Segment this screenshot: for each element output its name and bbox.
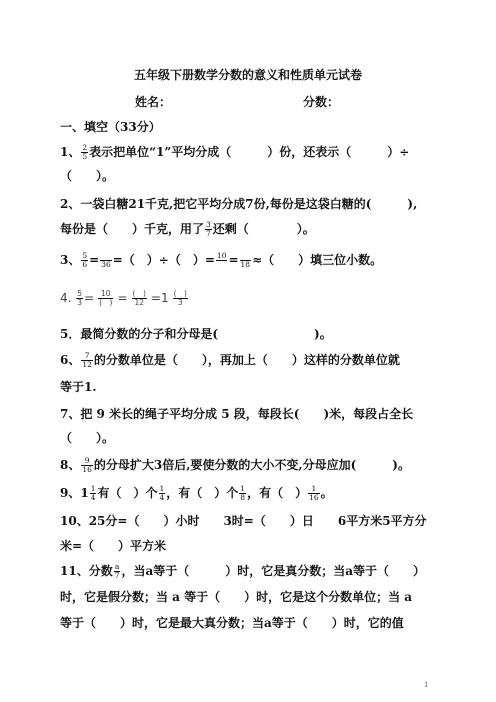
fraction: 18: [240, 252, 252, 269]
fraction: $\frac{5}{3}$: [77, 289, 83, 307]
fraction: 10: [216, 251, 227, 260]
fraction: $\frac{a}{7}$: [114, 562, 120, 580]
fraction: ( ) 12: [132, 289, 146, 307]
fraction: $\frac{1}{16}$: [309, 484, 319, 502]
fraction: $\frac{1}{4}$: [159, 484, 165, 502]
question-11: 11、分数 $\frac{a}{7}$ ，当a等于（ ）时，它是真分数；当a等于（ ）: [60, 562, 426, 580]
fraction: $\frac{7}{12}$: [82, 351, 92, 369]
fraction: 36: [100, 252, 112, 269]
question-2: 2、一袋白糖21千克,把它平均分成7份,每份是这袋白糖的( ),: [60, 197, 418, 211]
question-7: 7、把 9 米长的绳子平均分成 5 段，每段长( )米，每段占全长: [60, 407, 414, 421]
question-6-cont: 等于1.: [60, 380, 97, 394]
fraction: $\frac{1}{4}$: [90, 484, 96, 502]
name-label: 姓名：: [135, 95, 172, 109]
question-7-cont: （ ）。: [60, 431, 115, 445]
question-2-cont: 每份是（ ）千克，用了 $\frac{3}{7}$ 还剩（ ）。: [60, 220, 315, 238]
question-6: 6、 $\frac{7}{12}$ 的分数单位是（ ），再加上（ ）这样的分数单位就: [60, 351, 400, 369]
score-label: 分数：: [303, 95, 340, 109]
question-10-cont: 米=（ ）平方米: [60, 539, 167, 553]
fraction: $\frac{9}{16}$: [82, 456, 92, 474]
question-10: 10、25分=（ ）小时 3时=（ ）日 6平方米5平方分: [60, 514, 427, 528]
question-9: 9、1 $\frac{1}{4}$ 有（ ）个 $\frac{1}{4}$ ，有（ ）个 $\frac{1}{8}$ ，有（ ） $\frac{1}{16}$ 。: [60, 484, 333, 502]
fraction: $\frac{5}{6}$: [82, 251, 88, 269]
question-3: 3、 $\frac{5}{6}$ = 36 =（ ）÷（ ）= 10 = 18 ≈（ ）填三位小数。: [60, 251, 383, 269]
question-4: 4. $\frac{5}{3}$ = 10 ( ) = ( ) 12 =1 ( ) 3: [60, 289, 187, 307]
question-8: 8、 $\frac{9}{16}$ 的分母扩大3倍后,要使分数的大小不变,分母应加( )。: [60, 456, 410, 474]
fraction: $\frac{3}{7}$: [206, 220, 211, 238]
question-11-cont-2: 等于（ ）时，它是最大真分数；当a等于（ ）时，它的值: [60, 616, 404, 630]
question-1-cont: （ ）。: [60, 169, 115, 183]
fraction: 10 ( ): [99, 289, 113, 307]
page-number: 1: [424, 681, 429, 689]
fraction: ( ) 3: [173, 289, 187, 307]
fraction: $\frac{1}{8}$: [240, 484, 246, 502]
question-11-cont-1: 时，它是假分数；当 a 等于（ ）时，它是这个分数单位；当 a: [60, 590, 413, 604]
question-5: 5．最简分数的分子和分母是( )。: [60, 327, 332, 341]
exam-title: 五年级下册数学分数的意义和性质单元试卷: [133, 68, 362, 82]
fraction: $\frac{2}{5}$: [82, 143, 88, 161]
question-1: 1、 $\frac{2}{5}$ 表示把单位“1”平均分成（ ）份，还表示（ ）÷: [60, 143, 410, 161]
section-heading: 一、填空（33分）: [60, 120, 161, 134]
